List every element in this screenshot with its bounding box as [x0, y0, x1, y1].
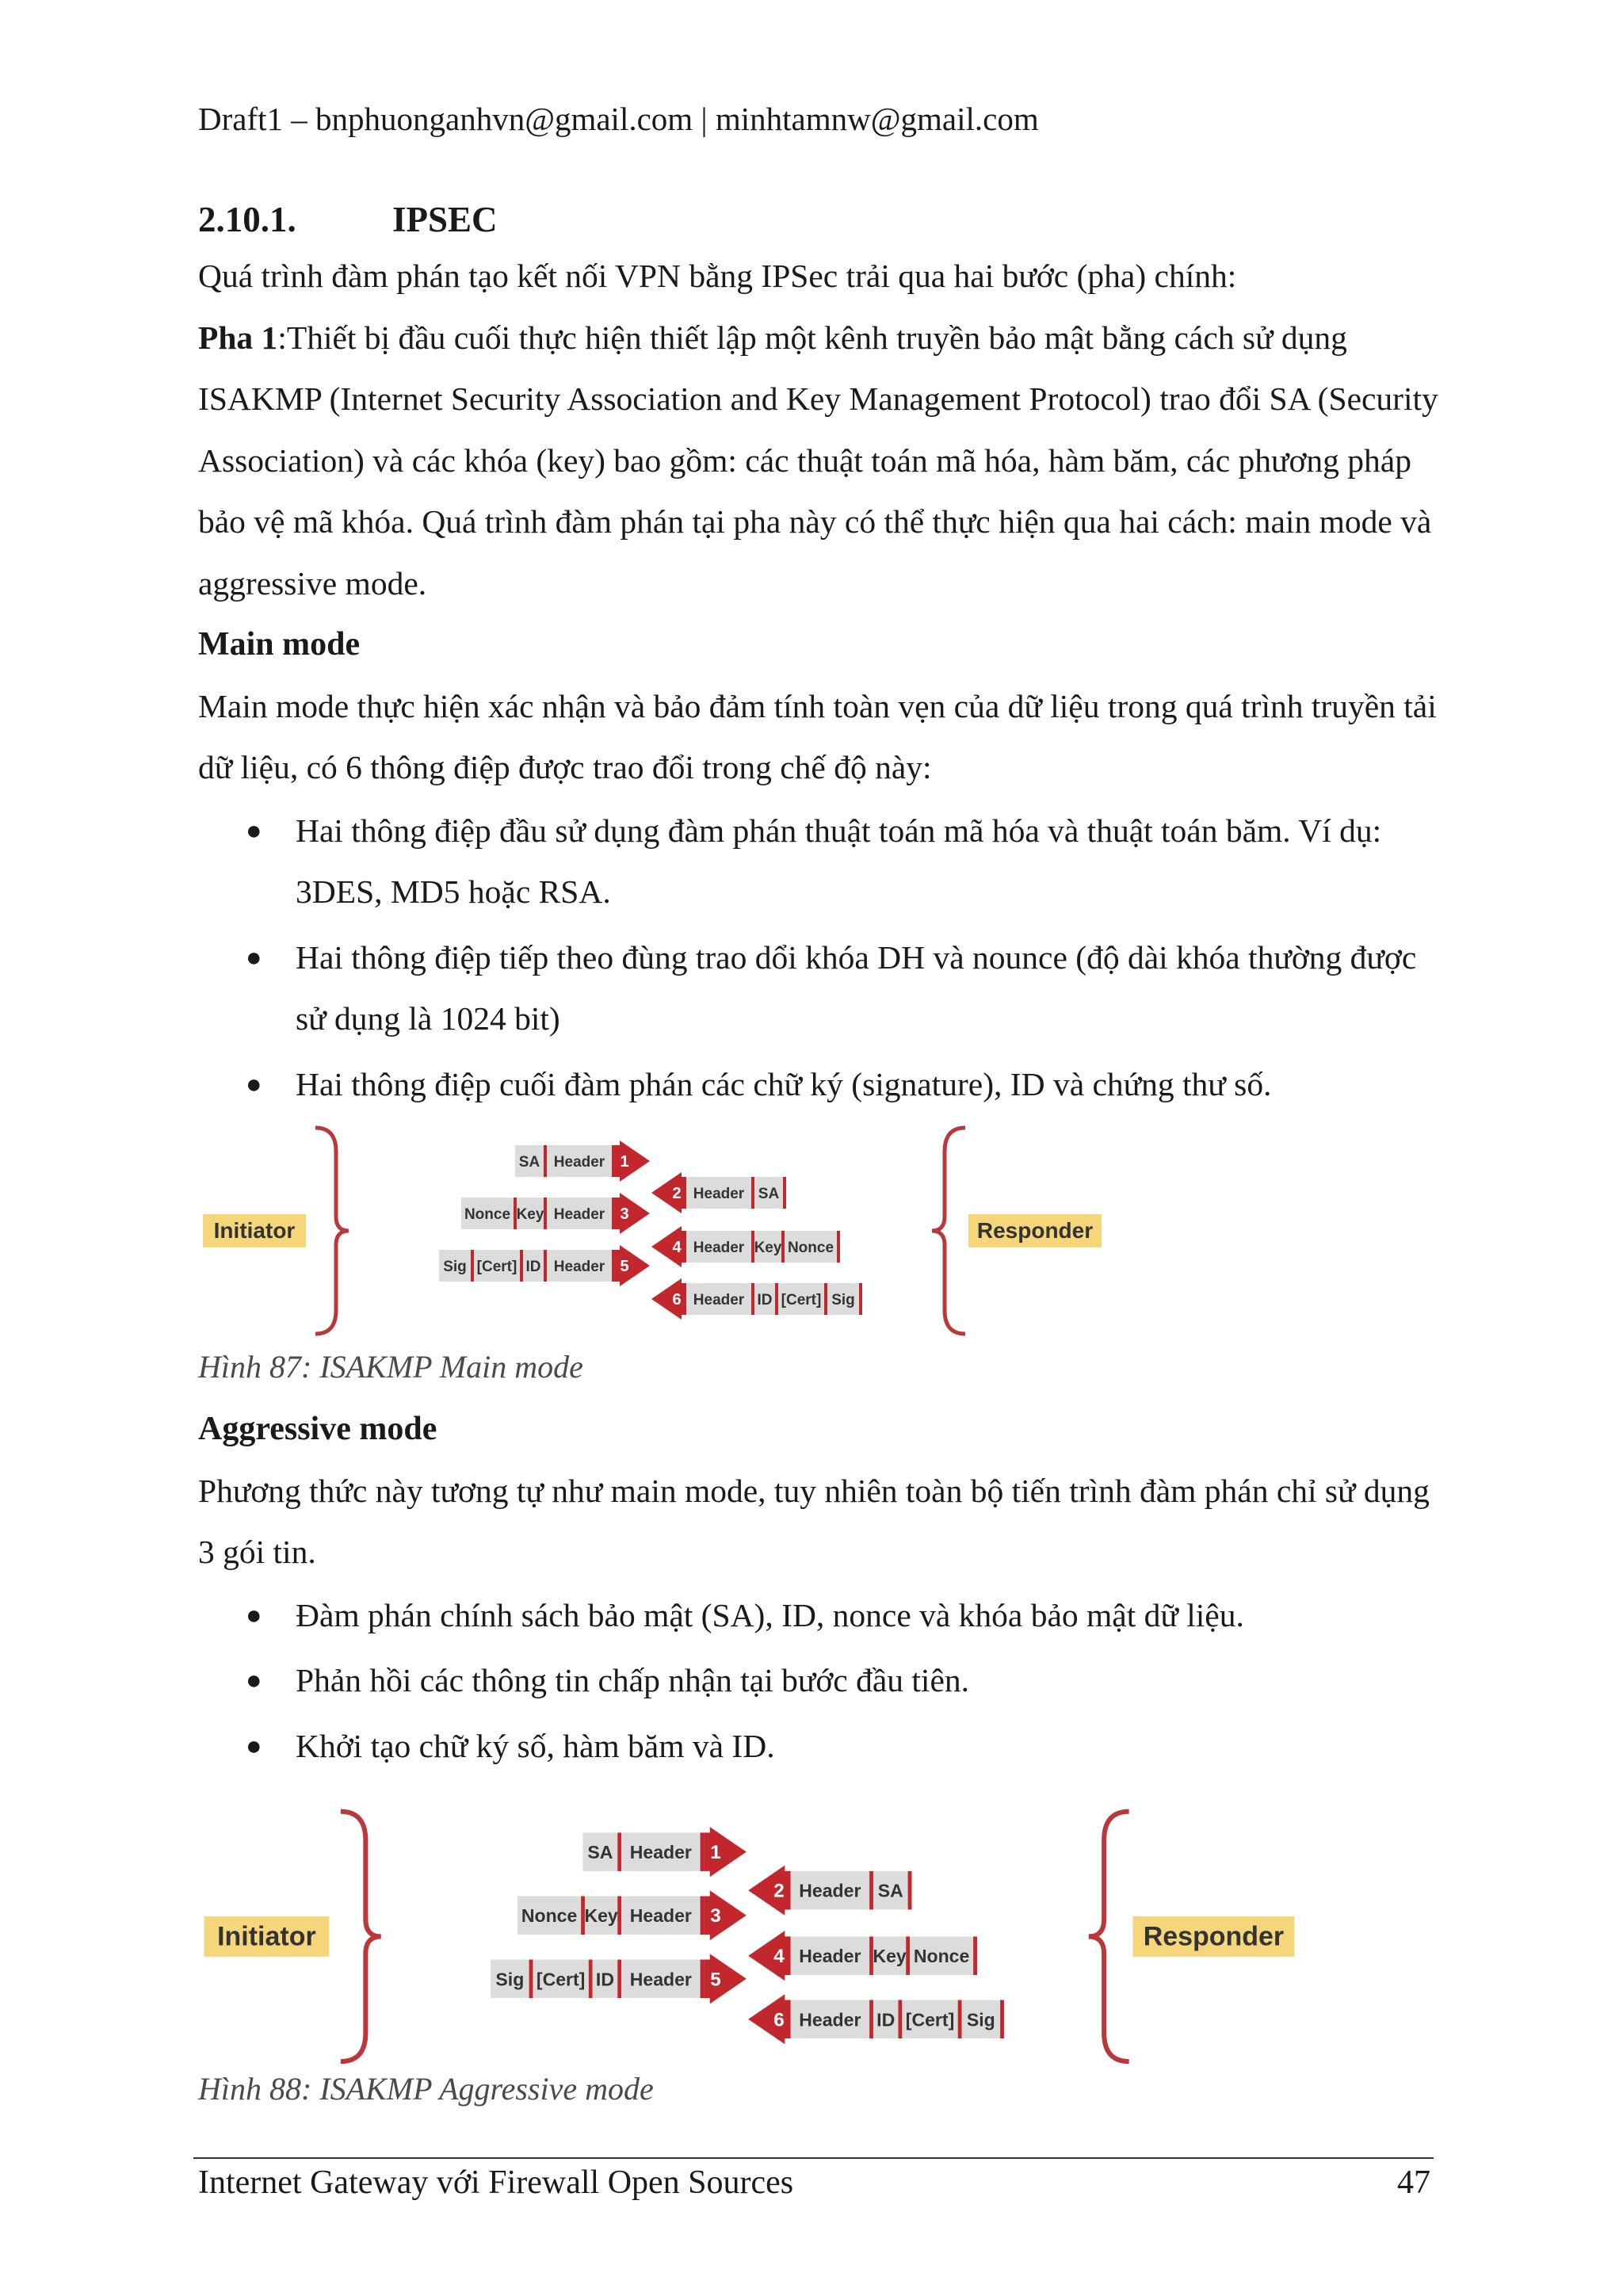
message-number: 2 — [672, 1185, 682, 1202]
message-field-label: [Cert] — [905, 2009, 955, 2030]
message-number: 5 — [620, 1258, 629, 1275]
intro-paragraph: Quá trình đàm phán tạo kết nối VPN bằng IPSec trải qua hai bước (pha) chính: — [198, 258, 1237, 294]
main-mode-paragraph: Main mode thực hiện xác nhận và bảo đảm tính toàn vẹn của dữ liệu trong quá trình truyền tải dữ liệu, có 6 thông điệp được trao đổi trong chế độ này: — [198, 687, 1437, 785]
field-separator — [617, 1896, 621, 1935]
message-field-label: Header — [799, 1880, 861, 1901]
message-field-label: Key — [873, 1946, 907, 1967]
isakmp-main-mode-diagram — [198, 1121, 1125, 1343]
initiator-brace — [315, 1128, 349, 1334]
field-separator — [612, 1250, 615, 1282]
list-item: ● Phản hồi các thông tin chấp nhận tại bước đầu tiên. — [246, 1662, 970, 1698]
field-separator — [617, 1960, 621, 1999]
message-number: 2 — [773, 1880, 785, 1902]
message-field-label: Nonce — [464, 1206, 511, 1223]
field-separator — [958, 2000, 962, 2039]
message-field-label: SA — [877, 1880, 903, 1901]
message-field-label: ID — [525, 1259, 541, 1275]
isakmp-aggressive-mode-diagram — [198, 1804, 1323, 2065]
section-title: IPSEC — [392, 200, 498, 239]
page-header: Draft1 – bnphuonganhvn@gmail.com | minhtamnw@gmail.com — [198, 101, 1039, 137]
message-number: 6 — [672, 1291, 682, 1308]
initiator-label: Initiator — [213, 1218, 296, 1243]
field-separator — [824, 1283, 827, 1315]
message-number: 4 — [672, 1239, 682, 1256]
message-field-label: Header — [553, 1206, 605, 1223]
message-field-label: SA — [518, 1154, 540, 1171]
message-field-label: Header — [629, 1969, 692, 1990]
message-field-label: Header — [799, 1946, 861, 1967]
field-separator — [837, 1231, 840, 1263]
message-field-label: Header — [799, 2009, 861, 2030]
figure-caption-87: Hình 87: ISAKMP Main mode — [198, 1349, 583, 1385]
field-separator — [869, 1871, 873, 1910]
page-content — [198, 193, 1442, 2113]
field-separator — [973, 1936, 977, 1975]
field-separator — [544, 1198, 547, 1229]
page-number: 47 — [1397, 2164, 1430, 2201]
message-field-label: ID — [876, 2009, 896, 2030]
field-separator — [751, 1283, 754, 1315]
message-field-label: Sig — [495, 1969, 525, 1990]
message-field-label: Header — [693, 1240, 745, 1256]
field-separator — [908, 1871, 912, 1910]
message-field-label: SA — [758, 1186, 780, 1202]
list-item: ● Hai thông điệp đầu sử dụng đàm phán thuật toán mã hóa và thuật toán băm. Ví dụ: 3DES, MD5 hoặc RSA. — [246, 812, 1382, 910]
message-field-label: Header — [553, 1154, 605, 1171]
message-field-label: Nonce — [913, 1946, 970, 1967]
message-field-label: Nonce — [521, 1905, 578, 1927]
field-separator — [589, 1960, 593, 1999]
message-field-label: Nonce — [787, 1240, 834, 1256]
section-heading — [198, 193, 1442, 246]
field-separator — [906, 1936, 910, 1975]
message-field-label: [Cert] — [781, 1292, 822, 1308]
field-separator — [701, 1832, 705, 1871]
message-field-label: Header — [693, 1292, 745, 1308]
field-separator — [612, 1145, 615, 1177]
message-field-label: [Cert] — [476, 1259, 517, 1275]
list-item: ● Khởi tạo chữ ký số, hàm băm và ID. — [246, 1727, 775, 1764]
section-number: 2.10.1. — [198, 200, 296, 239]
responder-label: Responder — [1143, 1921, 1285, 1952]
field-separator — [783, 1177, 786, 1209]
aggressive-mode-heading: Aggressive mode — [198, 1411, 437, 1447]
field-separator — [520, 1250, 523, 1282]
phase1-label: Pha 1 — [198, 319, 278, 356]
figure-aggressive-mode — [198, 1804, 1323, 2065]
field-separator — [612, 1198, 615, 1229]
message-field-label: ID — [595, 1969, 614, 1990]
field-separator — [859, 1283, 862, 1315]
list-item: ● Hai thông điệp cuối đàm phán các chữ ký (signature), ID và chứng thư số. — [246, 1065, 1272, 1102]
field-separator — [781, 1231, 785, 1263]
responder-label: Responder — [976, 1218, 1094, 1243]
message-field-label: Sig — [831, 1292, 855, 1308]
phase1-text: :Thiết bị đầu cuối thực hiện thiết lập một kênh truyền bảo mật bằng cách sử dụng ISAKMP (Internet Security Association and Key Management Protocol) trao đổi SA (Security Association) và các khóa (key) bao gồm: các thuật toán mã hóa, hàm băm, các phương pháp bảo vệ mã khóa. Quá trình đàm phán tại pha này có thể thực hiện qua hai cách: main mode và aggressive mode. — [198, 319, 1438, 602]
main-mode-list — [198, 800, 1442, 1116]
aggressive-mode-paragraph: Phương thức này tương tự như main mode, tuy nhiên toàn bộ tiến trình đàm phán chỉ sử dụng 3 gói tin. — [198, 1472, 1430, 1570]
field-separator — [544, 1250, 547, 1282]
message-number: 3 — [620, 1205, 629, 1223]
message-field-label: [Cert] — [536, 1969, 586, 1990]
field-separator — [529, 1960, 533, 1999]
message-field-label: ID — [757, 1292, 773, 1308]
phase1-paragraph — [198, 308, 1442, 615]
list-item: ● Hai thông điệp tiếp theo đùng trao dổi khóa DH và nounce (độ dài khóa thường được sử dụng là 1024 bit) — [246, 938, 1417, 1037]
message-number: 1 — [620, 1153, 629, 1171]
message-field-label: Sig — [443, 1259, 467, 1275]
field-separator — [701, 1960, 705, 1999]
message-field-label: SA — [587, 1842, 613, 1863]
field-separator — [898, 2000, 902, 2039]
footer-divider — [193, 2157, 1434, 2159]
figure-main-mode — [198, 1121, 1125, 1343]
field-separator — [701, 1896, 705, 1935]
field-separator — [751, 1177, 754, 1209]
message-field-label: Header — [629, 1905, 692, 1927]
message-field-label: Header — [629, 1842, 692, 1863]
responder-brace — [932, 1128, 965, 1334]
initiator-label: Initiator — [217, 1921, 316, 1952]
message-field-label: Key — [516, 1206, 544, 1223]
message-field-label: Key — [754, 1240, 782, 1256]
message-field-label: Header — [553, 1259, 605, 1275]
message-number: 3 — [710, 1905, 721, 1927]
field-separator — [869, 2000, 873, 2039]
figure-caption-88: Hình 88: ISAKMP Aggressive mode — [198, 2071, 654, 2107]
footer-title: Internet Gateway với Firewall Open Sources — [198, 2164, 794, 2201]
message-field-label: Key — [584, 1905, 618, 1927]
field-separator — [617, 1832, 621, 1871]
message-number: 4 — [773, 1946, 785, 1968]
field-separator — [775, 1283, 778, 1315]
responder-brace — [1089, 1812, 1129, 2061]
main-mode-heading: Main mode — [198, 626, 361, 663]
field-separator — [544, 1145, 547, 1177]
list-item: ● Đàm phán chính sách bảo mật (SA), ID, nonce và khóa bảo mật dữ liệu. — [246, 1596, 1244, 1633]
message-number: 1 — [710, 1842, 721, 1864]
field-separator — [471, 1250, 474, 1282]
message-number: 5 — [710, 1969, 721, 1991]
aggressive-mode-list — [198, 1585, 1442, 1778]
message-number: 6 — [773, 2009, 785, 2031]
message-field-label: Sig — [966, 2009, 995, 2030]
field-separator — [1000, 2000, 1004, 2039]
message-field-label: Header — [693, 1186, 745, 1202]
initiator-brace — [341, 1812, 381, 2061]
